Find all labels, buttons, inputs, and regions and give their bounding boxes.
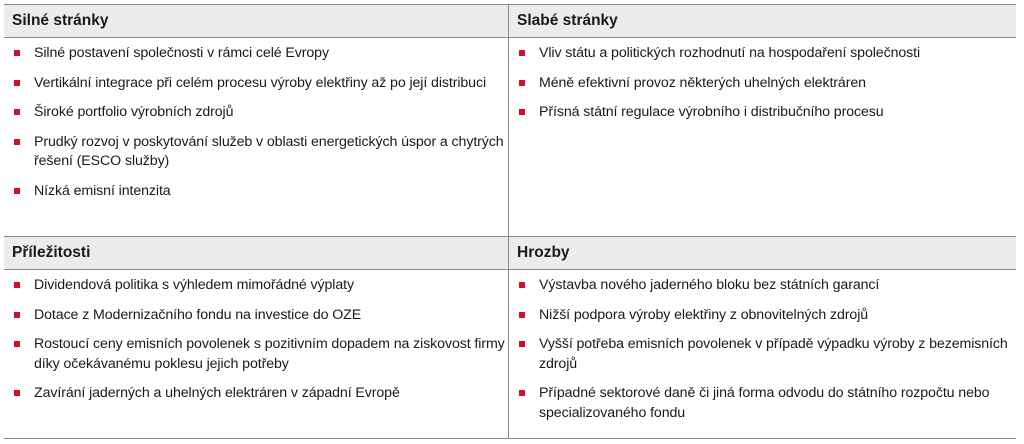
list-item-text: Rostoucí ceny emisních povolenek s pozitivním dopadem na ziskovost firmy díky očekávanému poklesu jejich potřeby: [34, 336, 505, 372]
bullet-icon: [14, 80, 20, 86]
opportunities-heading: Příležitosti: [4, 236, 508, 270]
list-item: [14, 306, 508, 326]
list-item-text: Vyšší potřeba emisních povolenek v případě výpadku výroby z bezemisních zdrojů: [539, 336, 1008, 372]
list-item-text: Silné postavení společnosti v rámci celé Evropy: [34, 45, 329, 61]
weaknesses-list: [509, 38, 1016, 123]
list-item: [519, 44, 1016, 64]
list-item-text: Vertikální integrace při celém procesu výroby elektřiny až po její distribuci: [34, 74, 487, 91]
bullet-icon: [14, 50, 20, 56]
list-item-text: Dotace z Modernizačního fondu na investice do OZE: [34, 306, 362, 323]
list-item-text: Případné sektorové daně či jiná forma odvodu do státního rozpočtu nebo specializovaného fondu: [539, 385, 990, 421]
bullet-icon: [14, 341, 20, 347]
threats-heading: Hrozby: [509, 236, 1016, 270]
bullet-icon: [14, 282, 20, 288]
weaknesses-heading: Slabé stránky: [509, 4, 1016, 38]
list-item-text: Prudký rozvoj v poskytování služeb v oblasti energetických úspor a chytrých řešení (ESCO služby): [34, 133, 504, 169]
bullet-icon: [14, 188, 20, 194]
list-item: [14, 276, 508, 296]
bullet-icon: [14, 312, 20, 318]
list-item: [14, 133, 508, 172]
bullet-icon: [14, 390, 20, 396]
list-item-text: Nízká emisní intenzita: [34, 182, 171, 199]
list-item-text: Vliv státu a politických rozhodnutí na hospodaření společnosti: [539, 45, 921, 61]
bullet-icon: [14, 109, 20, 115]
list-item-text: Dividendová politika s výhledem mimořádné výplaty: [34, 277, 354, 293]
strengths-cell: [4, 4, 508, 236]
strengths-list: [4, 38, 508, 201]
list-item-text: Nižší podpora výroby elektřiny z obnovitelných zdrojů: [539, 306, 869, 323]
swot-table: [4, 4, 1016, 439]
list-item-text: Zavírání jaderných a uhelných elektráren v západní Evropě: [34, 385, 400, 401]
list-item: [519, 306, 1016, 326]
list-item: [519, 74, 1016, 94]
list-item: [519, 384, 1016, 423]
bullet-icon: [519, 109, 525, 115]
weaknesses-cell: [508, 4, 1016, 236]
list-item: [519, 276, 1016, 296]
bullet-icon: [519, 341, 525, 347]
list-item-text: Přísná státní regulace výrobního i distribučního procesu: [539, 104, 884, 120]
bullet-icon: [14, 139, 20, 145]
list-item: [14, 384, 508, 404]
bullet-icon: [519, 282, 525, 288]
list-item-text: Méně efektivní provoz některých uhelných elektráren: [539, 74, 866, 91]
opportunities-list: [4, 270, 508, 404]
list-item: [14, 103, 508, 123]
threats-list: [509, 270, 1016, 423]
list-item: [519, 335, 1016, 374]
list-item: [14, 74, 508, 94]
threats-cell: [508, 236, 1016, 438]
list-item: [14, 182, 508, 202]
list-item: [14, 335, 508, 374]
bullet-icon: [519, 312, 525, 318]
list-item: [519, 103, 1016, 123]
list-item-text: Široké portfolio výrobních zdrojů: [34, 104, 234, 120]
strengths-heading: Silné stránky: [4, 4, 508, 38]
bullet-icon: [519, 80, 525, 86]
list-item-text: Výstavba nového jaderného bloku bez státních garancí: [539, 277, 880, 293]
list-item: [14, 44, 508, 64]
bullet-icon: [519, 50, 525, 56]
opportunities-cell: [4, 236, 508, 438]
bullet-icon: [519, 390, 525, 396]
